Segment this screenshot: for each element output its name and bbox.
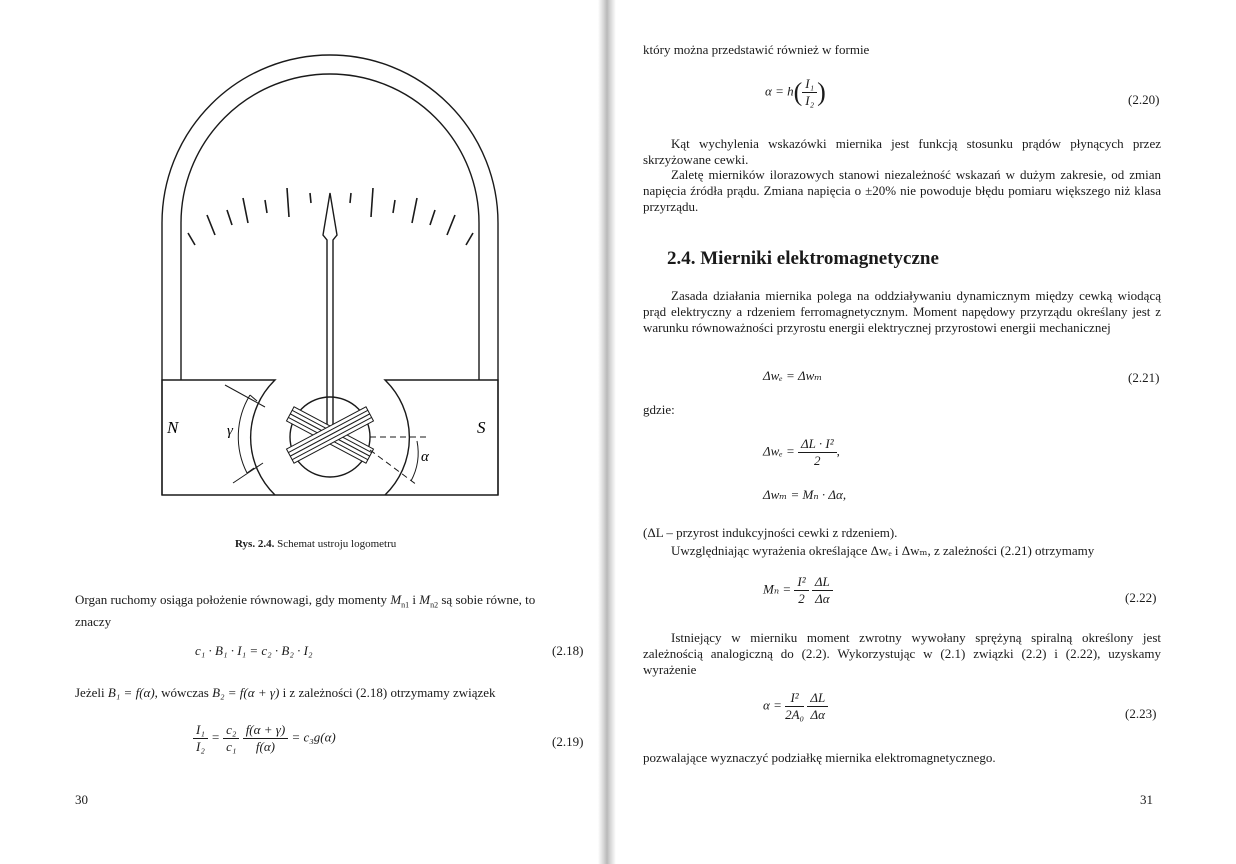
paragraph-principle: Zasada działania miernika polega na oddziaływaniu dynamicznym między cewką wiodącą prąd elektryczny a rdzeniem ferromagnetycznym. Moment napędowy przyrządu określany jest z warunku równoważności przyrostu energii elektrycznej przyrostowi energii mechanicznej — [643, 288, 1161, 335]
note-delta-l: (ΔL – przyrost indukcyjności cewki z rdzeniem). — [643, 525, 898, 540]
gdzie-label: gdzie: — [643, 402, 675, 417]
equation-number-2-19: (2.19) — [552, 734, 584, 749]
equation-2-18: c₁ · B₁ · I₁ = c₂ · B₂ · I₂ — [195, 643, 313, 658]
page-number-right: 31 — [1140, 792, 1153, 807]
label-n: N — [167, 418, 179, 437]
label-s: S — [477, 418, 486, 437]
equation-number-2-22: (2.22) — [1125, 590, 1157, 605]
equation-number-2-21: (2.21) — [1128, 370, 1160, 385]
label-alpha: α — [421, 449, 429, 465]
label-gamma: γ — [227, 423, 233, 439]
paragraph-considering: Uwzględniając wyrażenia określające Δwₑ i Δwₘ, z zależności (2.21) otrzymamy — [671, 543, 1095, 558]
equation-delta-wm: Δwₘ = Mₙ · Δα, — [763, 487, 847, 502]
paragraph-angle: Kąt wychylenia wskazówki miernika jest funkcją stosunku prądów płynących przez skrzyżowane cewki. — [643, 136, 1161, 167]
caption-label: Rys. 2.4. — [235, 538, 275, 550]
equation-2-19: $\frac{\text{I₁}}{\text{I₂}}$ = $\frac{\text{c₂}}{\text{c₁}}$ $\frac{f(\alpha + \gamma)}{f(\alpha)}$ = c₃g(α) — [193, 722, 336, 755]
housing-inner — [181, 74, 479, 380]
paragraph-equilibrium-line2: znaczy — [75, 614, 112, 629]
equation-2-23: α = $\frac{\text{I²}}{\text{2A₀}}$ $\frac{\Delta L}{\Delta\alpha}$ — [763, 690, 828, 723]
figure-caption — [235, 538, 396, 550]
crossed-coils — [287, 407, 374, 463]
paragraph-final: pozwalające wyznaczyć podziałkę miernika elektromagnetycznego. — [643, 750, 996, 765]
equation-delta-we: Δwₑ = $\frac{\text{ΔL · I²}}{2}$ , — [763, 436, 840, 468]
equation-number-2-23: (2.23) — [1125, 706, 1157, 721]
caption-text: Schemat ustroju logometru — [277, 538, 397, 550]
pointer-needle — [323, 193, 337, 435]
paragraph-advantage: Zaletę mierników ilorazowych stanowi niezależność wskazań w dużym zakresie, od zmian napięcia źródła prądu. Zmiana napięcia o ±20% nie powoduje błędu pomiaru większego niż klasa przyrządu. — [643, 167, 1161, 214]
section-heading: 2.4. Mierniki elektromagnetyczne — [667, 248, 939, 269]
equation-number-2-20: (2.20) — [1128, 92, 1160, 107]
equation-2-20: α = h( $\frac{\text{I₁}}{\text{I₂}}$ ) — [765, 76, 826, 108]
paragraph-if: Jeżeli B₁ = f(α), wówczas B₂ = f(α + γ) i z zależności (2.18) otrzymamy związek — [75, 685, 496, 700]
angle-alpha-arc — [411, 441, 418, 481]
magnet-pole-n — [162, 380, 275, 495]
left-page — [0, 0, 600, 864]
equation-2-21: Δwₑ = Δwₘ — [763, 368, 823, 383]
equation-2-22: Mₙ = $\frac{\text{I²}}{2}$ $\frac{\Delta L}{\Delta\alpha}$ — [763, 574, 833, 607]
logometer-diagram — [155, 45, 505, 500]
right-page — [615, 0, 1236, 864]
intro-line: który można przedstawić również w formie — [643, 42, 870, 57]
book-gutter — [598, 0, 616, 864]
paragraph-spring: Istniejący w mierniku moment zwrotny wywołany sprężyną spiralną określony jest zależnością analogiczną do (2.2). Wykorzystując w (2.1) związki (2.2) i (2.22), uzyskamy wyrażenie — [643, 630, 1161, 677]
equation-number-2-18: (2.18) — [552, 643, 584, 658]
page-number-left: 30 — [75, 792, 88, 807]
paragraph-equilibrium: Organ ruchomy osiąga położenie równowagi, gdy momenty $M_{n1}$ i $M_{n2}$ są sobie równe, to — [75, 592, 536, 610]
